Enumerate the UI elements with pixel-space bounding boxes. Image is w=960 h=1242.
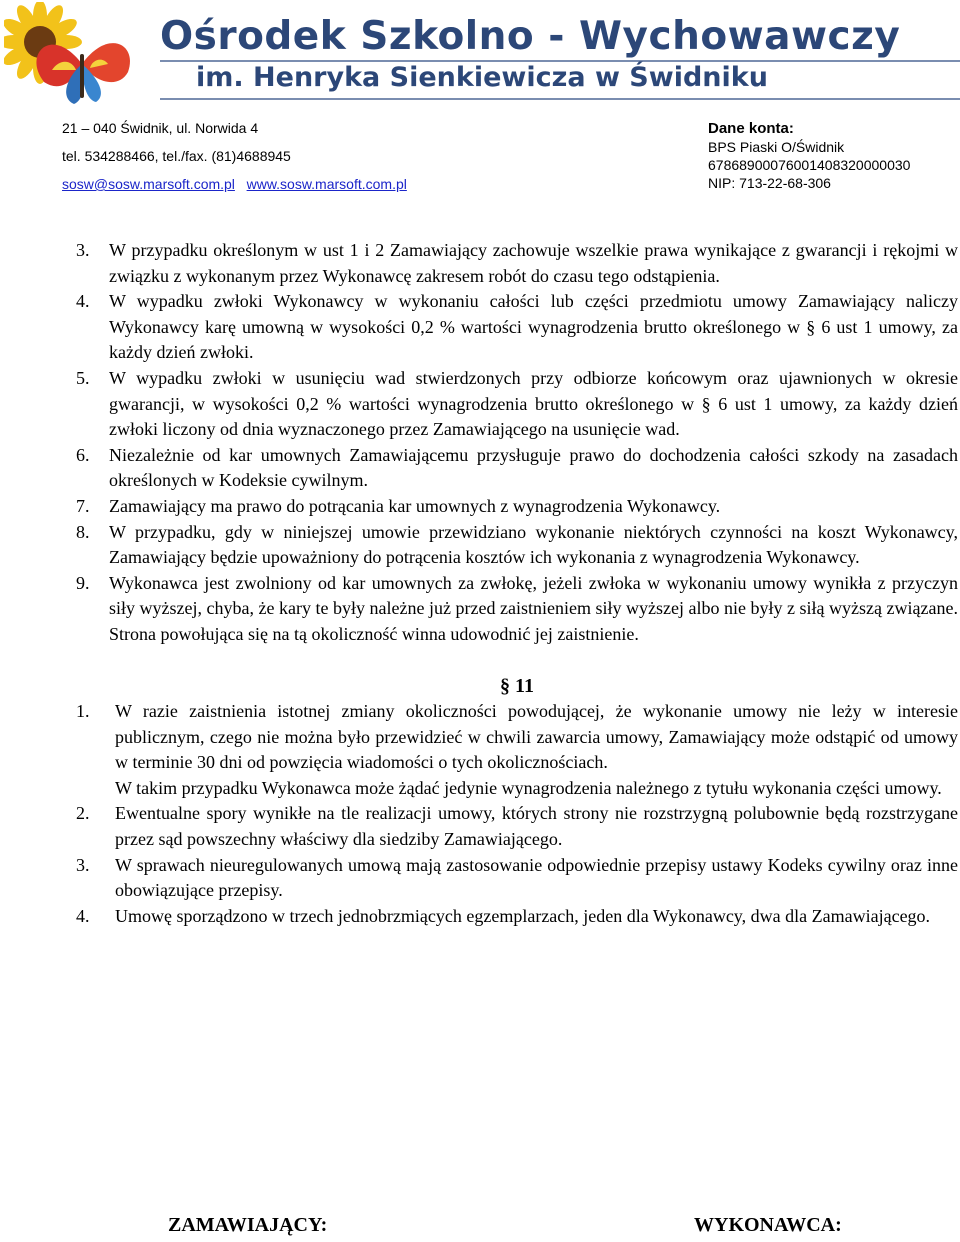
item-text: W przypadku określonym w ust 1 i 2 Zamawiający zachowuje wszelkie prawa wynikające z gwarancji i rękojmi w związku z wykonanym przez Wykonawcę zakresem robót do czasu tego odstąpienia. <box>109 240 958 286</box>
school-name: Ośrodek Szkolno - Wychowawczy <box>160 14 901 59</box>
item-number: 5. <box>76 367 90 388</box>
item-text: Ewentualne spory wynikłe na tle realizacji umowy, których strony nie rozstrzygną polubownie będą rozstrzygane przez sąd powszechny właściwy dla siedziby Zamawiającego. <box>115 803 958 850</box>
nip: NIP: 713-22-68-306 <box>708 175 831 191</box>
item-text-continued: W takim przypadku Wykonawca może żądać jedynie wynagrodzenia należnego z tytułu wykonania części umowy. <box>115 777 942 798</box>
item-number: 3. <box>76 240 90 260</box>
list-b <box>76 699 958 929</box>
contract-body <box>76 238 958 929</box>
list-item <box>76 520 958 571</box>
item-text: Zamawiający ma prawo do potrącania kar umownych z wynagrodzenia Wykonawcy. <box>109 495 721 516</box>
item-number: 8. <box>76 521 90 542</box>
letterhead <box>0 0 960 200</box>
school-patron: im. Henryka Sienkiewicza w Świdniku <box>196 62 768 93</box>
item-text: W wypadku zwłoki Wykonawcy w wykonaniu całości lub części przedmiotu umowy Zamawiający naliczy Wykonawcy karę umowną w wysokości 0,2 % wartości wynagrodzenia brutto określonego w § 6 ust 1 umowy, za każdy dzień zwłoki. <box>109 291 958 363</box>
bank-name: BPS Piaski O/Świdnik <box>708 139 845 155</box>
item-number: 1. <box>76 701 90 722</box>
item-number: 3. <box>76 854 90 875</box>
phone: tel. 534288466, tel./fax. (81)4688945 <box>62 148 291 164</box>
list-item <box>76 238 958 289</box>
account-number: 67868900076001408320000030 <box>708 157 911 173</box>
section-heading: § 11 <box>500 674 534 697</box>
item-text: Niezależnie od kar umownych Zamawiającemu przysługuje prawo do dochodzenia całości szkody na zasadach określonych w Kodeksie cywilnym. <box>109 444 958 491</box>
item-number: 4. <box>76 905 90 926</box>
contact-info <box>62 114 407 198</box>
list-item <box>76 904 958 930</box>
list-item <box>76 289 958 366</box>
list-item <box>76 853 958 904</box>
list-item <box>76 571 958 648</box>
website-link[interactable]: www.sosw.marsoft.com.pl <box>246 176 407 192</box>
email-link[interactable]: sosw@sosw.marsoft.com.pl <box>62 176 235 192</box>
item-number: 7. <box>76 495 90 516</box>
item-text: W sprawach nieuregulowanych umową mają zastosowanie odpowiednie przepisy ustawy Kodeks cywilny oraz inne obowiązujące przepisy. <box>115 854 958 901</box>
item-text: W wypadku zwłoki w usunięciu wad stwierdzonych przy odbiorze końcowym oraz ujawnionych w okresie gwarancji, w wysokości 0,2 % wartości wynagrodzenia brutto określonego w § 6 ust 1 umowy, za każdy dzień zwłoki liczony od dnia wyznaczonego przez Zamawiającego na usunięcie wad. <box>109 367 958 440</box>
butterfly-sunflower-logo <box>4 2 154 114</box>
account-label: Dane konta: <box>708 120 794 137</box>
address: 21 – 040 Świdnik, ul. Norwida 4 <box>62 120 259 136</box>
item-number: 2. <box>76 803 90 824</box>
title-underline-2 <box>160 98 960 100</box>
list-item <box>76 494 958 520</box>
list-item <box>76 366 958 443</box>
signature-client: ZAMAWIAJĄCY: <box>168 1214 328 1236</box>
item-number: 6. <box>76 444 90 465</box>
item-text: W przypadku, gdy w niniejszej umowie przewidziano wykonanie niektórych czynności na koszt Wykonawcy, Zamawiający będzie upoważniony do potrącenia kosztów ich wykonania z wynagrodzenia Wykonawcy. <box>109 521 958 568</box>
list-item <box>76 699 958 801</box>
list-item <box>76 801 958 852</box>
list-item <box>76 443 958 494</box>
bank-info <box>708 120 910 192</box>
signature-contractor: WYKONAWCA: <box>694 1214 842 1236</box>
item-number: 4. <box>76 291 90 312</box>
item-text: Umowę sporządzono w trzech jednobrzmiących egzemplarzach, jeden dla Wykonawcy, dwa dla Zamawiającego. <box>115 905 931 926</box>
item-text: W razie zaistnienia istotnej zmiany okoliczności powodującej, że wykonanie umowy nie leży w interesie publicznym, czego nie można było przewidzieć w chwili zawarcia umowy, Zamawiający może odstąpić od umowy w terminie 30 dni od powzięcia wiadomości o tych okolicznościach. <box>115 701 958 773</box>
item-number: 9. <box>76 572 90 593</box>
item-text: Wykonawca jest zwolniony od kar umownych za zwłokę, jeżeli zwłoka w wykonaniu umowy wynikła z przyczyn siły wyższej, chyba, że kary te były należne już przed zaistnieniem siły wyższej albo nie były z siłą wyższą związane. Strona powołująca się na tą okoliczność winna udowodnić jej zaistnienie. <box>109 572 958 644</box>
list-a <box>76 238 958 648</box>
